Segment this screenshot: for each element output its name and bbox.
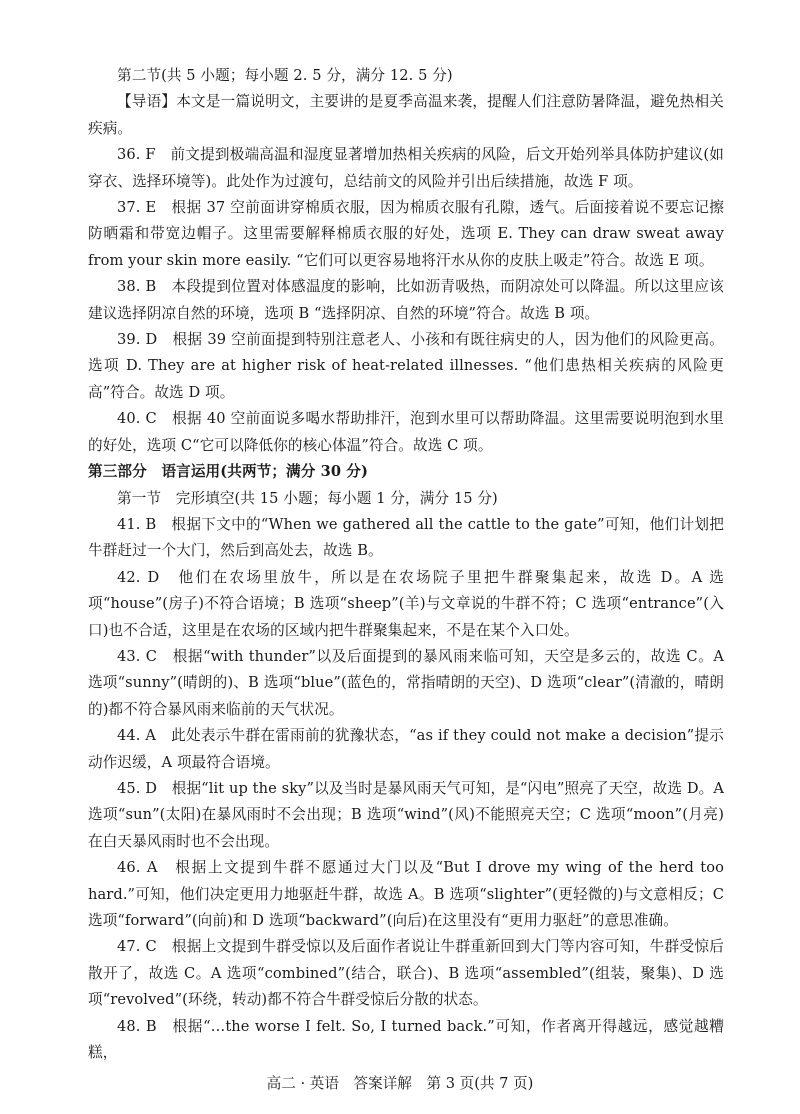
page-footer: 高二 · 英语 答案详解 第 3 页(共 7 页) [266, 1075, 534, 1092]
answer-45: 45. D 根据“lit up the sky”以及当时是暴风雨天气可知，是“闪电”照亮了天空，故选 D。A 选项“sun”(太阳)在暴风雨时不会出现；B 选项“wind”(风)不能照亮天空；C 选项“moon”(月亮)在白天暴风雨时也不会出现。 [88, 779, 724, 850]
section-header: 第二节(共 5 小题；每小题 2. 5 分，满分 12. 5 分) [117, 67, 453, 84]
answer-41: 41. B 根据下文中的“When we gathered all the cattle to the gate”可知，他们计划把牛群赶过一个大门，然后到高处去，故选 B。 [88, 515, 724, 560]
answer-42: 42. D 他们在农场里放牛，所以是在农场院子里把牛群聚集起来，故选 D。A 选项“house”(房子)不符合语境；B 选项“sheep”(羊)与文章说的牛群不符；C 选项“entrance”(入口)也不合适，这里是在农场的区域内把牛群聚集起来，不是在某个入口处。 [88, 568, 724, 639]
answer-44: 44. A 此处表示牛群在雷雨前的犹豫状态，“as if they could not make a decision”提示动作迟缓，A 项最符合语境。 [88, 727, 724, 771]
guide-paragraph: 【导语】本文是一篇说明文，主要讲的是夏季高温来袭，提醒人们注意防暑降温，避免热相关疾病。 [88, 93, 724, 137]
answer-36: 36. F 前文提到极端高温和湿度显著增加热相关疾病的风险，后文开始列举具体防护建议(如穿衣、选择环境等)。此处作为过渡句，总结前文的风险并引出后续措施，故选 F 项。 [88, 146, 724, 190]
answer-46: 46. A 根据上文提到牛群不愿通过大门以及“But I drove my wing of the herd too hard.”可知，他们决定更用力地驱赶牛群，故选 A。B 选项“slighter”(更轻微的)与文意相反；C 选项“forward”(向前)和 D 选项“backward”(向后)在这里没有“更用力驱赶”的意思准确。 [88, 859, 724, 929]
answer-37: 37. E 根据 37 空前面讲穿棉质衣服，因为棉质衣服有孔隙，透气。后面接着说不要忘记擦防晒霜和带宽边帽子。这里需要解释棉质衣服的好处，选项 E. They can draw sweat away from your skin more easily. “它们可以更容易地将汗水从你的皮肤上吸走”符合。故选 E 项。 [88, 199, 724, 269]
section-one-header: 第一节 完形填空(共 15 小题；每小题 1 分，满分 15 分) [117, 489, 498, 507]
answer-40: 40. C 根据 40 空前面说多喝水帮助排汗，泡到水里可以帮助降温。这里需要说明泡到水里的好处，选项 C“它可以降低你的核心体温”符合。故选 C 项。 [88, 410, 724, 454]
answer-38: 38. B 本段提到位置对体感温度的影响，比如沥青吸热，而阴凉处可以降温。所以这里应该建议选择阴凉自然的环境，选项 B “选择阴凉、自然的环境”符合。故选 B 项。 [88, 278, 724, 322]
answer-48: 48. B 根据“…the worse I felt. So, I turned back.”可知，作者离开得越远，感觉越糟糕， [88, 1017, 724, 1062]
answer-47: 47. C 根据上文提到牛群受惊以及后面作者说让牛群重新回到大门等内容可知，牛群受惊后散开了，故选 C。A 选项“combined”(结合，联合)、B 选项“assembled”(组装，聚集)、D 选项“revolved”(环绕，转动)都不符合牛群受惊后分散的状态。 [88, 938, 724, 1009]
answer-39: 39. D 根据 39 空前面提到特别注意老人、小孩和有既往病史的人，因为他们的风险更高。选项 D. They are at higher risk of heat-related illnesses. “他们患热相关疾病的风险更高”符合。故选 D 项。 [88, 331, 724, 401]
answer-key-body [88, 63, 724, 1066]
answer-43: 43. C 根据“with thunder”以及后面提到的暴风雨来临可知，天空是多云的，故选 C。A 选项“sunny”(晴朗的)、B 选项“blue”(蓝色的，常指晴朗的天空)、D 选项“clear”(清澈的，晴朗的)都不符合暴风雨来临前的天气状况。 [88, 647, 724, 718]
part-three-heading: 第三部分 语言运用(共两节；满分 30 分) [88, 463, 368, 481]
